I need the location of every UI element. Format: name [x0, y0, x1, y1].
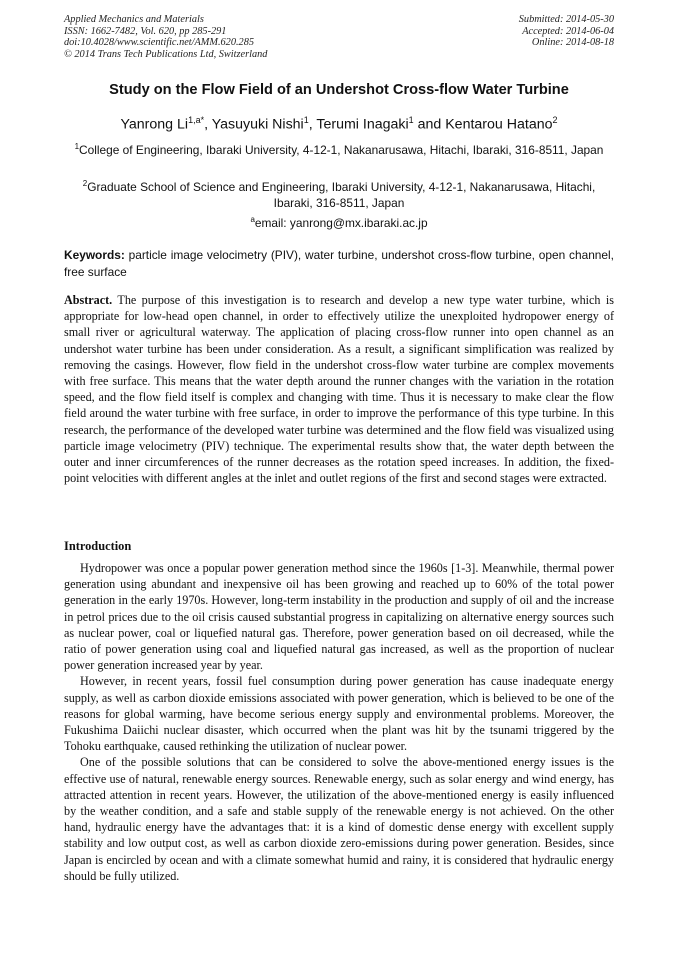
introduction-body — [64, 560, 614, 884]
author-sup: 1,a* — [188, 115, 205, 125]
affiliation-1 — [64, 139, 614, 158]
copyright-line: © 2014 Trans Tech Publications Ltd, Switzerland — [64, 48, 268, 60]
dates-header — [519, 14, 614, 49]
keywords-label: Keywords: — [64, 248, 125, 262]
accepted-date: Accepted: 2014-06-04 — [522, 25, 614, 37]
affiliation-text: Graduate School of Science and Engineering, Ibaraki University, 4-12-1, Nakanarusawa, Hitachi, Ibaraki, 316-8511, Japan — [87, 179, 596, 211]
paragraph: However, in recent years, fossil fuel consumption during power generation has cause inadequate energy supply, as well as carbon dioxide emissions associated with power generation, which is believed to be one of the reasons for global warming, have become serious energy supply and environmental problems. Moreover, the Fukushima Daiichi nuclear disaster, which occurred when the plant was hit by the tsunami triggered by the Tohoku earthquake, caused rethinking the utilization of nuclear power. — [64, 674, 614, 754]
author-separator: , — [204, 116, 212, 133]
paragraph: Hydropower was once a popular power generation method since the 1960s [1-3]. Meanwhile, thermal power generation using abundant and inexpensive oil has been growing and reached up to 60% of the total power generation in the early 1970s. However, long-term instability in the production and supply of oil and the increase in petrol prices due to the oil crisis caused substantial progress in capitalizing on alternative energy sources such as nuclear power, coal or liquefied natural gas. Therefore, power generation based on oil decreased, while the ratio of power generation using coal and liquefied natural gas increased, as well as the proportion of nuclear power generation increased year by year. — [64, 561, 614, 673]
affiliation-sup: 2 — [82, 179, 88, 188]
email-text[interactable]: email: yanrong@mx.ibaraki.ac.jp — [254, 215, 428, 230]
online-date: Online: 2014-08-18 — [531, 37, 614, 48]
paragraph: One of the possible solutions that can be considered to solve the above-mentioned energy issues is the effective use of natural, renewable energy sources. Renewable energy, such as solar energy and wind energy, has attracted attention in recent years. However, the utilization of the above-mentioned energy is easily influenced by the weather condition, and a safe and stable supply of the renewable energy is not achieved. On the other hand, hydraulic energy have the advantages that: it is a kind of domestic dense energy with excellent supply stability and low output cost, as well as carbon dioxide zero-emissions during power generation. Besides, since Japan is encircled by ocean and with a climate somewhat humid and rainy, it is considered that hydraulic energy should be fully utilized. — [64, 755, 614, 883]
author-separator: , — [308, 116, 317, 133]
journal-name: Applied Mechanics and Materials — [64, 14, 204, 25]
introduction-heading: Introduction — [64, 539, 132, 553]
affiliation-2 — [64, 176, 614, 212]
submitted-date: Submitted: 2014-05-30 — [518, 14, 614, 25]
author-name: Yanrong Li — [120, 116, 189, 133]
author-sup: 1 — [408, 115, 414, 125]
abstract-label: Abstract. — [64, 293, 113, 307]
author-separator: and — [413, 116, 446, 133]
keywords-section — [64, 247, 614, 280]
affiliation-sup: 1 — [74, 142, 80, 151]
author-name: Kentarou Hatano — [445, 116, 553, 133]
abstract-text: The purpose of this investigation is to research and develop a new type water turbine, which is appropriate for low-head open channel, in order to effectively utilize the unexploited hydropower energy of small river or agricultural waterway. The application of placing cross-flow runner into open channel as an undershot water turbine has been under consideration. As a result, a significant simplification was realized by removing the casings. However, flow field in the undershot cross-flow water turbine are complex movements with free surface. This means that the water depth around the runner changes with the variation in the rotation speed, and the flow field itself is complex and changing with time. Thus it is necessary to make clear the flow field around the water turbine with free surface, in order to improve the performance of this type turbine. In this research, the performance of the developed water turbine was determined and the flow field was visualized using particle image velocimetry (PIV) technique. The experimental results show that, the water depth between the outer and inner circumferences of the runner decreases as the rotation speed increases. In addition, the fixed-point velocities with different angles at the inlet and outlet regions of the first and second stages were extracted. — [64, 293, 614, 486]
doi-line[interactable]: doi:10.4028/www.scientific.net/AMM.620.285 — [64, 37, 254, 48]
issn-line: ISSN: 1662-7482, Vol. 620, pp 285-291 — [64, 25, 227, 37]
email-line — [64, 212, 614, 231]
paper-title: Study on the Flow Field of an Undershot Cross-flow Water Turbine — [109, 82, 569, 98]
keywords-text: particle image velocimetry (PIV), water turbine, undershot cross-flow turbine, open channel, free surface — [64, 248, 614, 279]
author-name: Yasuyuki Nishi — [211, 116, 304, 133]
affiliation-text: College of Engineering, Ibaraki University, 4-12-1, Nakanarusawa, Hitachi, Ibaraki, 316-8511, Japan — [79, 142, 604, 157]
abstract-section — [64, 292, 614, 486]
author-list — [40, 115, 638, 133]
author-name: Terumi Inagaki — [316, 116, 409, 133]
author-sup: 1 — [303, 115, 309, 125]
author-sup: 2 — [552, 115, 558, 125]
journal-header — [64, 14, 267, 60]
email-sup: a — [250, 215, 255, 224]
